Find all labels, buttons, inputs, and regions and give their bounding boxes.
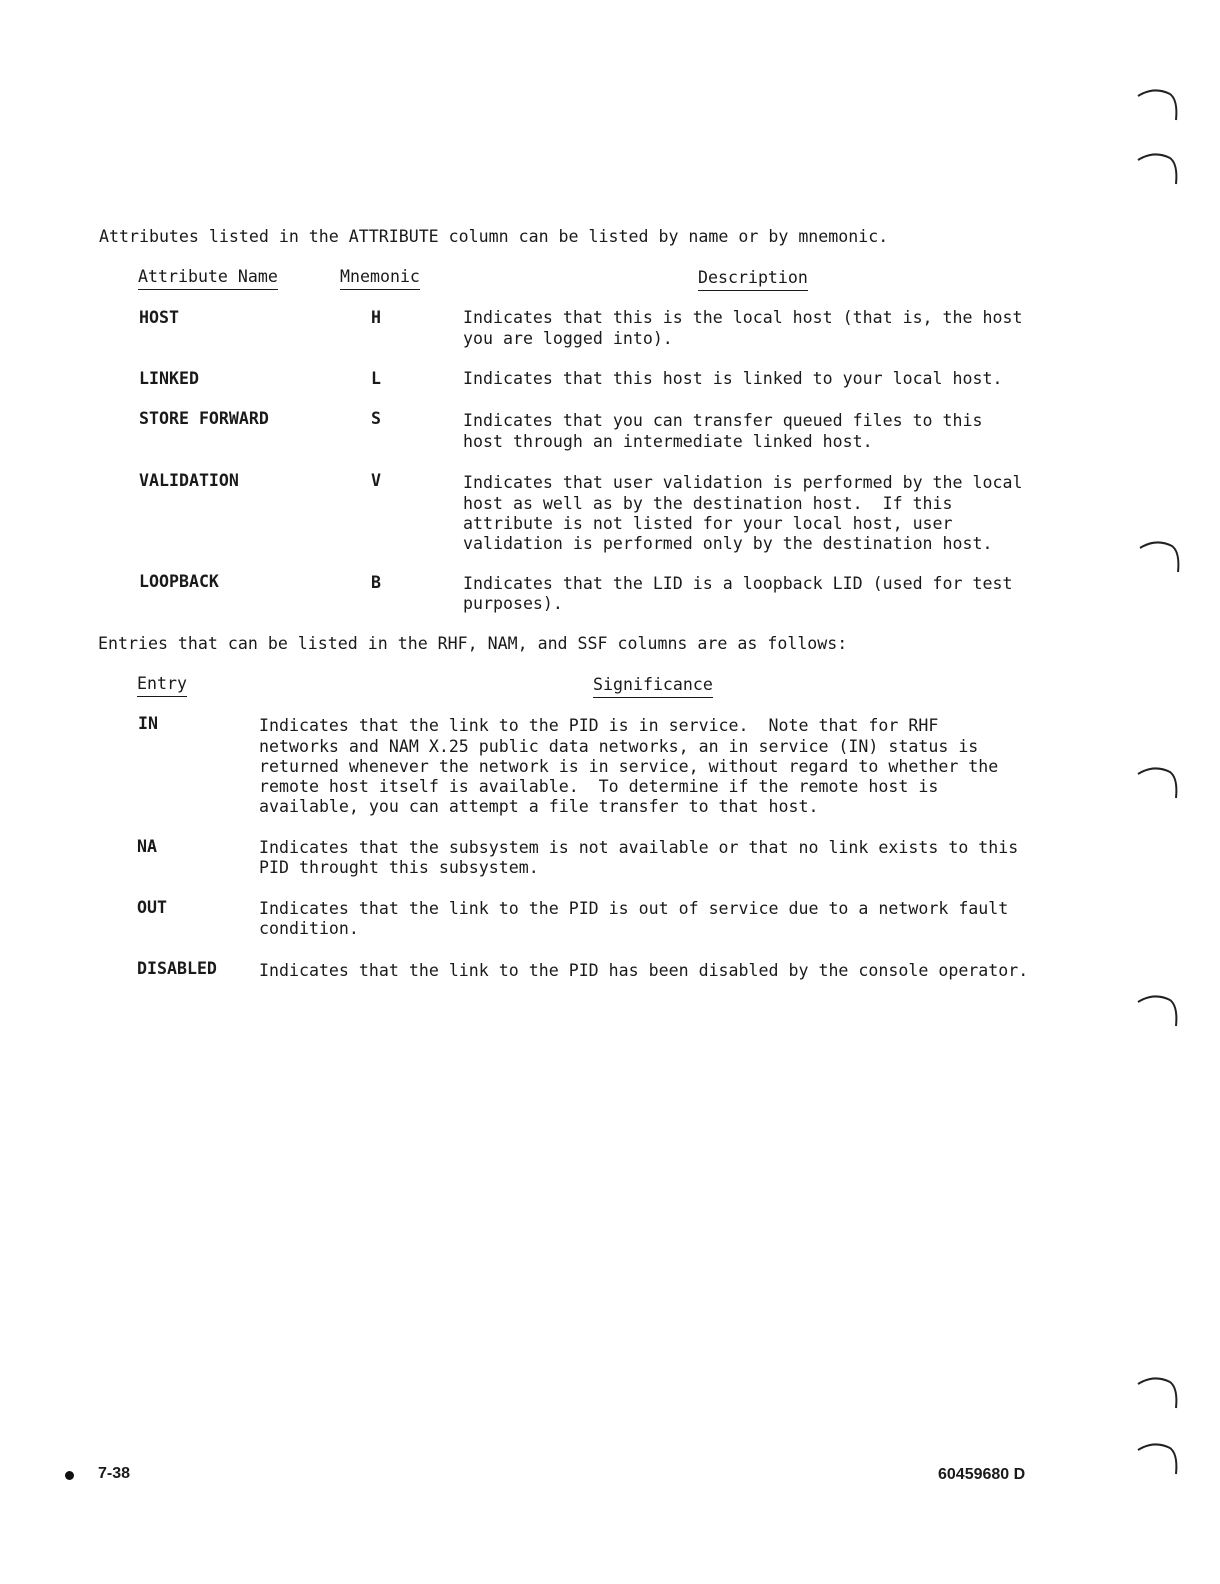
attribute-mnemonic: S [371, 409, 381, 428]
entry-significance-line: Indicates that the link to the PID is in service. Note that for RHF [259, 716, 939, 735]
entry-name: OUT [137, 898, 167, 917]
attribute-mnemonic: V [371, 471, 381, 490]
document-number: 60459680 D [938, 1466, 1026, 1483]
attribute-name: VALIDATION [139, 471, 239, 490]
attribute-name: STORE FORWARD [139, 409, 269, 428]
bullet-dot [65, 1471, 74, 1480]
entry-significance-line: remote host itself is available. To determine if the remote host is [259, 777, 939, 796]
attribute-description-line: attribute is not listed for your local host, user [463, 514, 953, 533]
attribute-mnemonic: B [371, 573, 381, 592]
attribute-name: LINKED [139, 369, 199, 388]
attributes-intro: Attributes listed in the ATTRIBUTE column can be listed by name or by mnemonic. [99, 227, 889, 246]
attribute-mnemonic: L [371, 369, 381, 388]
attribute-mnemonic: H [371, 308, 381, 327]
attribute-description-line: you are logged into). [463, 329, 673, 348]
attribute-description-line: Indicates that this is the local host (that is, the host [463, 308, 1023, 327]
attribute-description-line: Indicates that user validation is performed by the local [463, 473, 1023, 492]
attribute-description-line: Indicates that this host is linked to your local host. [463, 369, 1003, 388]
entry-significance-line: networks and NAM X.25 public data networks, an in service (IN) status is [259, 737, 979, 756]
binder-hole-mark [1136, 992, 1182, 1032]
binder-hole-mark [1136, 764, 1182, 804]
binder-hole-mark [1136, 150, 1182, 190]
attr-header-name: Attribute Name [138, 267, 278, 290]
binder-hole-mark [1136, 86, 1182, 126]
entry-significance-line: Indicates that the subsystem is not available or that no link exists to this [259, 838, 1019, 857]
entries-intro: Entries that can be listed in the RHF, NAM, and SSF columns are as follows: [98, 634, 848, 653]
entry-significance-line: Indicates that the link to the PID is out of service due to a network fault [259, 899, 1009, 918]
entry-significance-line: Indicates that the link to the PID has been disabled by the console operator. [259, 961, 1029, 980]
attribute-description-line: Indicates that the LID is a loopback LID (used for test [463, 574, 1013, 593]
binder-hole-mark [1136, 1440, 1182, 1480]
attribute-description-line: validation is performed only by the destination host. [463, 534, 993, 553]
entry-significance-line: PID throught this subsystem. [259, 858, 539, 877]
entry-name: DISABLED [137, 959, 217, 978]
attribute-description-line: purposes). [463, 594, 563, 613]
entry-significance-line: available, you can attempt a file transfer to that host. [259, 797, 819, 816]
entry-name: IN [138, 714, 158, 733]
binder-hole-mark [1138, 538, 1184, 578]
attribute-description-line: host as well as by the destination host. If this [463, 494, 953, 513]
entry-significance-line: returned whenever the network is in service, without regard to whether the [259, 757, 999, 776]
attribute-description-line: Indicates that you can transfer queued files to this [463, 411, 983, 430]
attr-header-description: Description [698, 268, 808, 291]
attribute-name: HOST [139, 308, 179, 327]
entry-significance-line: condition. [259, 919, 359, 938]
entry-header-significance: Significance [593, 675, 713, 698]
binder-hole-mark [1136, 1374, 1182, 1414]
page-number: 7-38 [98, 1465, 131, 1482]
entry-name: NA [137, 837, 157, 856]
attr-header-mnemonic: Mnemonic [340, 267, 420, 290]
attribute-name: LOOPBACK [139, 572, 219, 591]
attribute-description-line: host through an intermediate linked host. [463, 432, 873, 451]
entry-header-entry: Entry [137, 674, 187, 697]
